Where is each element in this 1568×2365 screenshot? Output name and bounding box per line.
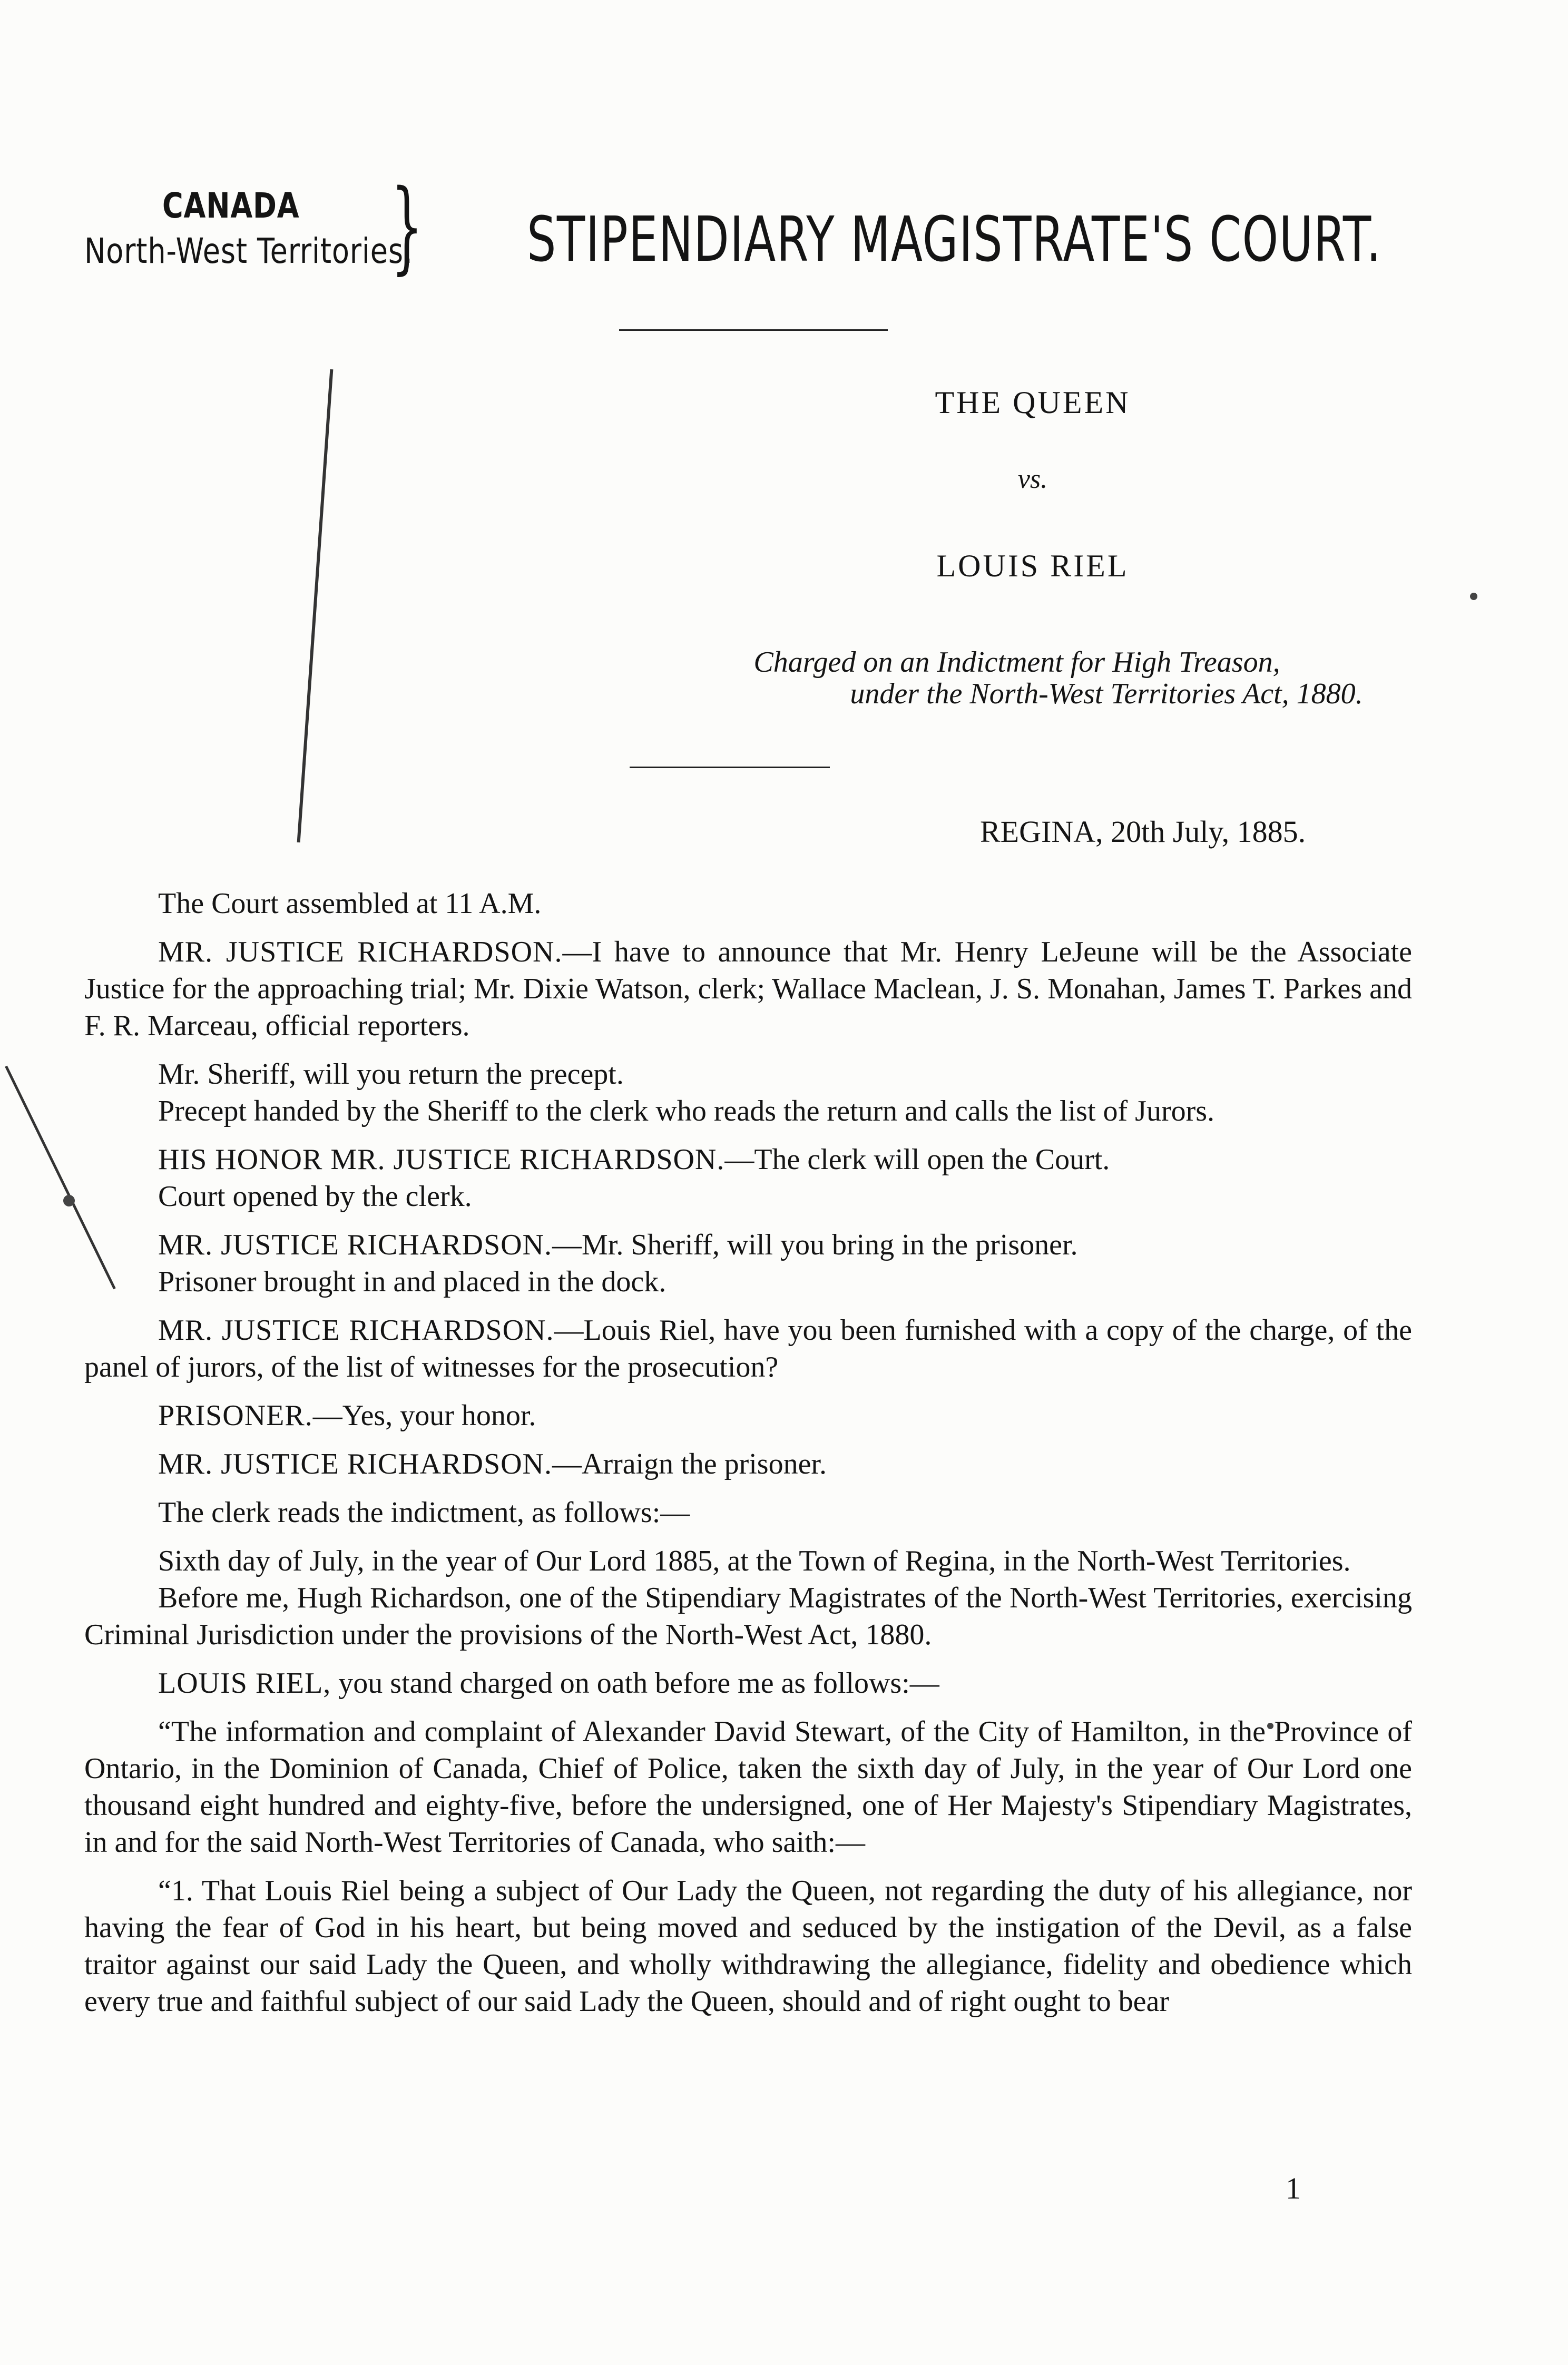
paragraph: MR. JUSTICE RICHARDSON.—Arraign the prisoner.	[158, 1448, 827, 1480]
paragraph: “1. That Louis Riel being a subject of Our Lady the Queen, not regarding the duty of his allegiance, nor having the fear of God in his heart, but being moved and seduced by the instigation of the Devil, as a false traitor against our said Lady the Queen, and wholly withdrawing the allegiance, fidelity and obedience which every true and faithful subject of our said Lady the Queen, should and of right ought to bear	[84, 1875, 1412, 2018]
dateline: REGINA, 20th July, 1885.	[980, 814, 1306, 849]
paragraph: The clerk reads the indictment, as follows:—	[158, 1496, 690, 1529]
paragraph: Precept handed by the Sheriff to the clerk who reads the return and calls the list of Jurors.	[158, 1095, 1215, 1127]
case-charge-line2: under the North-West Territories Act, 1880.	[850, 678, 1363, 710]
court-title: STIPENDIARY MAGISTRATE'S COURT.	[527, 203, 1382, 276]
jurisdiction-territories: North-West Territories.	[84, 231, 413, 271]
paragraph: Mr. Sheriff, will you return the precept.	[158, 1058, 624, 1091]
paragraph: Sixth day of July, in the year of Our Lord 1885, at the Town of Regina, in the North-West Territories.	[158, 1545, 1351, 1577]
paragraph: “The information and complaint of Alexander David Stewart, of the City of Hamilton, in the Province of Ontario, in the Dominion of Canada, Chief of Police, taken the sixth day of July, in the year of Our Lord one thousand eight hundred and eighty-five, before the undersigned, one of Her Majesty's Stipendiary Magistrates, in and for the said North-West Territories of Canada, who saith:—	[84, 1715, 1412, 1859]
paragraph: Before me, Hugh Richardson, one of the Stipendiary Magistrates of the North-West Territories, exercising Criminal Jurisdiction under the provisions of the North-West Act, 1880.	[84, 1582, 1412, 1651]
paragraph: The Court assembled at 11 A.M.	[158, 887, 542, 920]
paragraph: LOUIS RIEL, you stand charged on oath before me as follows:—	[158, 1667, 939, 1700]
case-plaintiff: THE QUEEN	[935, 385, 1131, 420]
page-number: 1	[1286, 2171, 1301, 2205]
ink-speck	[1470, 593, 1477, 600]
paragraph: MR. JUSTICE RICHARDSON.—I have to announce that Mr. Henry LeJeune will be the Associate Justice for the approaching trial; Mr. Dixie Watson, clerk; Wallace Maclean, J. S. Monahan, James T. Parkes and F. R. Marceau, official reporters.	[84, 936, 1412, 1042]
paragraph: HIS HONOR MR. JUSTICE RICHARDSON.—The clerk will open the Court.	[158, 1143, 1110, 1176]
transcript-body	[84, 885, 1412, 2032]
ink-speck	[63, 1195, 75, 1206]
case-charge-line1: Charged on an Indictment for High Treason,	[753, 646, 1280, 679]
paragraph: MR. JUSTICE RICHARDSON.—Mr. Sheriff, will you bring in the prisoner.	[158, 1229, 1078, 1261]
jurisdiction-canada: CANADA	[162, 185, 300, 226]
paragraph: Prisoner brought in and placed in the dock.	[158, 1265, 667, 1298]
case-defendant: LOUIS RIEL	[936, 548, 1129, 583]
case-versus: vs.	[1017, 464, 1048, 494]
charge-rule	[630, 767, 830, 768]
margin-stroke	[297, 369, 334, 842]
jurisdiction-brace: }	[391, 168, 423, 284]
paragraph: PRISONER.—Yes, your honor.	[158, 1399, 536, 1432]
title-rule	[619, 329, 888, 331]
paragraph: Court opened by the clerk.	[158, 1180, 472, 1213]
paragraph: MR. JUSTICE RICHARDSON.—Louis Riel, have you been furnished with a copy of the charge, of the panel of jurors, of the list of witnesses for the prosecution?	[84, 1314, 1413, 1383]
